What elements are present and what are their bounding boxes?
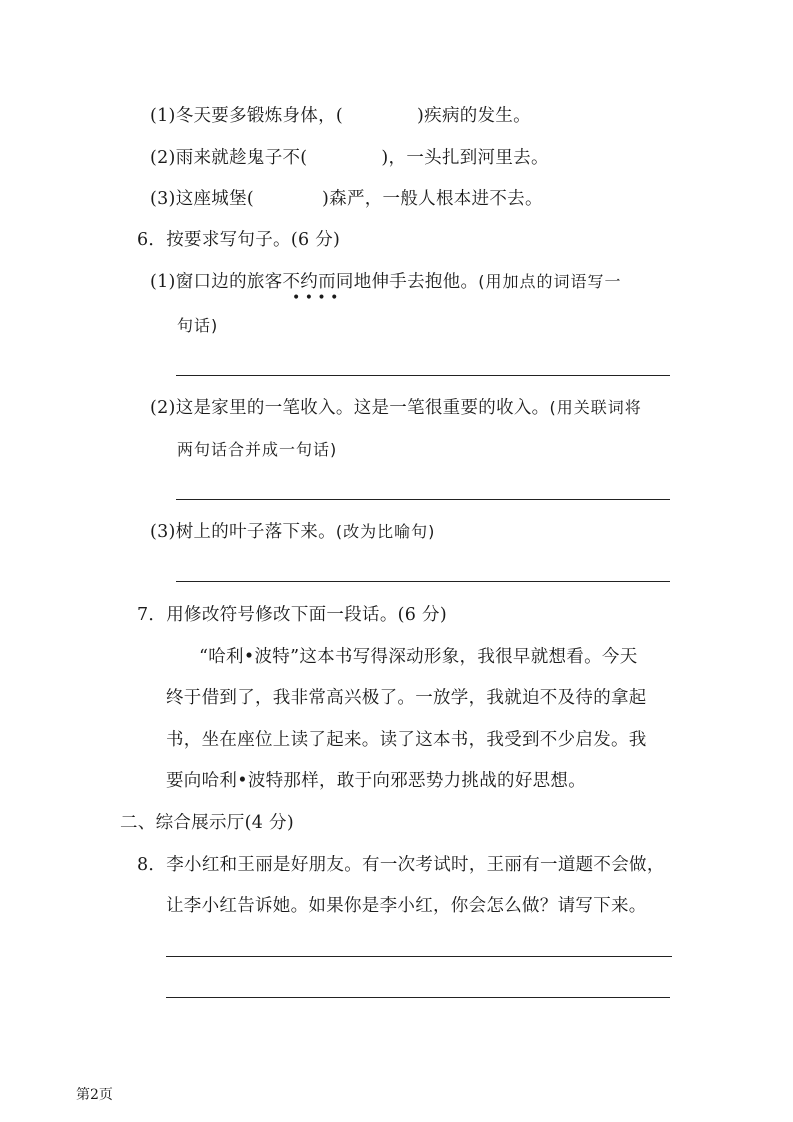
- q6-item-1-instruction: (用加点的词语写一: [478, 272, 622, 291]
- section-heading: 二、综合展示厅(4 分): [120, 813, 294, 833]
- emphasis-dots: • • • •: [292, 290, 339, 306]
- question-6-title: 6．按要求写句子。(6 分): [137, 230, 341, 250]
- page-number: 第2页: [76, 1087, 113, 1103]
- q6-item-2: [150, 400, 642, 418]
- answer-line[interactable]: [166, 956, 672, 957]
- passage-line: 终于借到了，我非常高兴极了。一放学，我就迫不及待的拿起: [166, 688, 647, 708]
- question-8-line-1: 8．李小红和王丽是好朋友。有一次考试时，王丽有一道题不会做，: [137, 855, 665, 875]
- q5-item-3-pre: (3)这座城堡(: [150, 189, 255, 209]
- passage-line: “哈利•波特”这本书写得深动形象，我很早就想看。今天: [199, 647, 638, 667]
- question-7-title: 7．用修改符号修改下面一段话。(6 分): [137, 605, 447, 625]
- passage-line: 要向哈利•波特那样，敢于向邪恶势力挑战的好思想。: [166, 771, 587, 791]
- answer-line[interactable]: [176, 499, 670, 500]
- q5-item-1: [150, 108, 531, 126]
- q6-item-1-instruction-cont: 句话): [177, 316, 219, 335]
- q5-item-2-post: )，一头扎到河里去。: [381, 148, 549, 168]
- q5-item-1-pre: (1)冬天要多锻炼身体，(: [150, 106, 344, 126]
- q6-item-1: [150, 274, 622, 292]
- answer-line[interactable]: [166, 997, 670, 998]
- answer-line[interactable]: [176, 581, 670, 582]
- q6-item-3-text: (3)树上的叶子落下来。: [150, 522, 336, 542]
- q5-item-3-post: )森严，一般人根本进不去。: [322, 189, 543, 209]
- q6-item-3-instruction: (改为比喻句): [335, 522, 436, 541]
- answer-line[interactable]: [176, 375, 670, 376]
- passage-line: 书，坐在座位上读了起来。读了这本书，我受到不少启发。我: [166, 730, 647, 750]
- q6-item-2-instruction-cont: 两句话合并成一句话): [177, 440, 338, 459]
- q5-item-3: [150, 191, 543, 209]
- q5-item-2-pre: (2)雨来就趁鬼子不(: [150, 148, 308, 168]
- q5-item-2: [150, 150, 549, 168]
- q6-item-2-text: (2)这是家里的一笔收入。这是一笔很重要的收入。: [150, 398, 550, 418]
- q6-item-1-text: (1)窗口边的旅客不约而同地伸手去抱他。: [150, 272, 479, 292]
- q5-item-1-post: )疾病的发生。: [417, 106, 531, 126]
- question-8-line-2: 让李小红告诉她。如果你是李小红，你会怎么做？请写下来。: [166, 896, 647, 916]
- q6-item-3: [150, 524, 435, 542]
- q6-item-2-instruction: (用关联词将: [549, 398, 642, 417]
